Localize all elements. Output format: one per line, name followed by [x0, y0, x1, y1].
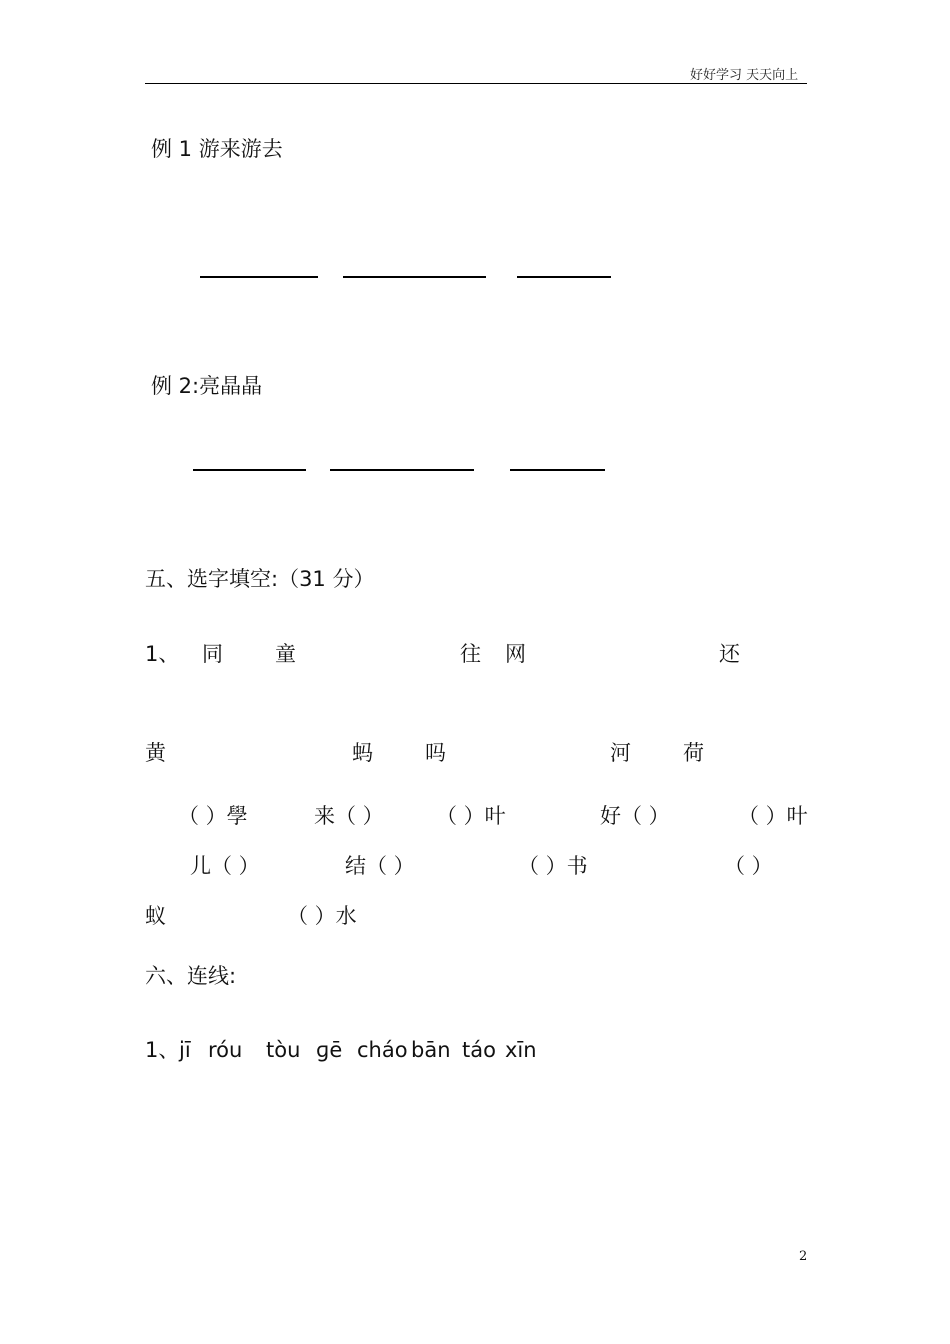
pinyin-item: ɡē — [316, 1038, 343, 1062]
example-2-blank-3 — [510, 469, 605, 471]
section-5-title: 五、选字填空:（31 分） — [145, 567, 375, 591]
section-6-title: 六、连线: — [145, 964, 237, 988]
fill-blank-item: 儿（ ） — [190, 854, 260, 878]
char-option: 还 — [719, 642, 740, 666]
char-option: 荷 — [683, 741, 704, 765]
char-option: 同 — [202, 642, 223, 666]
char-option: 吗 — [425, 741, 446, 765]
fill-blank-item: 蚁 — [145, 904, 166, 928]
char-option: 往 — [460, 642, 481, 666]
pinyin-item: xīn — [505, 1038, 537, 1062]
fill-blank-item: （ ）叶 — [738, 804, 808, 828]
example-2-blank-1 — [193, 469, 306, 471]
fill-blank-item: （ ）水 — [287, 904, 357, 928]
section-5-row-1-number: 1、 — [145, 642, 180, 666]
example-1-blank-3 — [517, 276, 611, 278]
pinyin-item: tòu — [266, 1038, 301, 1062]
pinyin-item: bān — [411, 1038, 451, 1062]
char-option: 网 — [505, 642, 526, 666]
example-1-blank-1 — [200, 276, 318, 278]
fill-blank-item: （ ） — [724, 854, 773, 878]
char-option: 黄 — [145, 741, 166, 765]
page-number: 2 — [799, 1249, 808, 1264]
fill-blank-item: 来（ ） — [314, 804, 384, 828]
example-2-blank-2 — [330, 469, 474, 471]
pinyin-item: jī — [179, 1038, 191, 1062]
example-1-label: 例 1 游来游去 — [151, 137, 283, 161]
char-option: 蚂 — [352, 741, 373, 765]
fill-blank-item: 结（ ） — [345, 854, 415, 878]
pinyin-item: cháo — [357, 1038, 408, 1062]
section-6-row-1-number: 1、 — [145, 1038, 180, 1062]
pinyin-item: táo — [462, 1038, 496, 1062]
char-option: 河 — [610, 741, 631, 765]
char-option: 童 — [275, 642, 296, 666]
fill-blank-item: 好（ ） — [600, 804, 670, 828]
fill-blank-item: （ ）书 — [518, 854, 588, 878]
header-slogan: 好好学习 天天向上 — [690, 68, 799, 83]
example-1-blank-2 — [343, 276, 486, 278]
example-2-label: 例 2:亮晶晶 — [151, 374, 263, 398]
pinyin-item: róu — [208, 1038, 243, 1062]
fill-blank-item: （ ）學 — [178, 804, 248, 828]
header-divider — [145, 83, 807, 84]
fill-blank-item: （ ）叶 — [436, 804, 506, 828]
